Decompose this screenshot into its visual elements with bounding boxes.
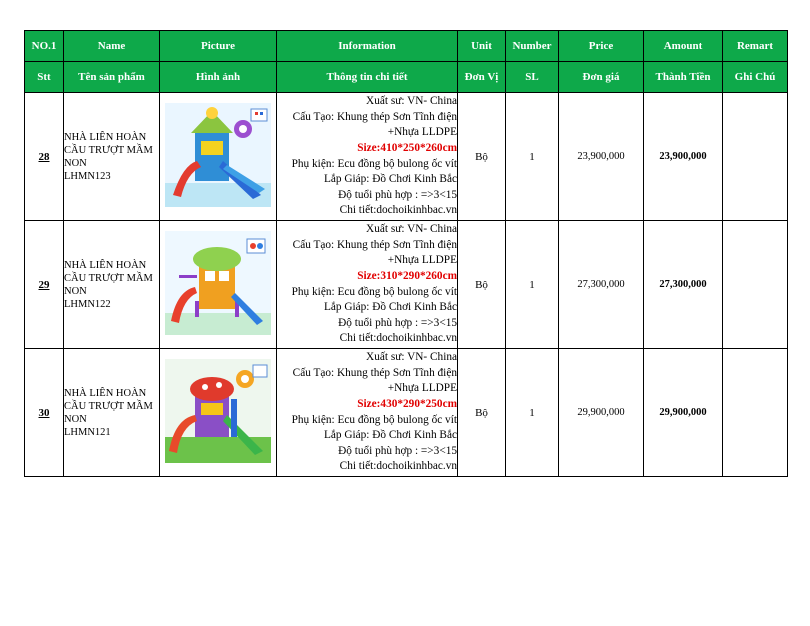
info-structure: Cấu Tạo: Khung thép Sơn Tĩnh điện [292, 238, 457, 251]
amount-cell: 27,300,000 [644, 221, 723, 349]
header-cell: Number [506, 31, 559, 62]
header-cell: Đơn giá [559, 62, 644, 93]
header-cell: Amount [644, 31, 723, 62]
header-cell: Information [277, 31, 458, 62]
price-cell: 27,300,000 [559, 221, 644, 349]
header-cell: Đơn Vị [458, 62, 506, 93]
header-cell: Thông tin chi tiết [277, 62, 458, 93]
info-detail: Chi tiết:dochoikinhbac.vn [339, 460, 457, 473]
info-origin: Xuất sư: VN- China [366, 95, 457, 108]
info-age: Độ tuổi phù hợp : =>3<15 [338, 188, 457, 201]
header-cell: Hình ảnh [160, 62, 277, 93]
info-accessory: Phụ kiện: Ecu đồng bộ bulong ốc vít [291, 413, 457, 426]
info-install: Lắp Giáp: Đồ Chơi Kinh Bắc [323, 429, 457, 442]
unit-cell: Bộ [458, 93, 506, 221]
header-cell: NO.1 [25, 31, 64, 62]
product-picture-cell [160, 221, 277, 349]
product-info-cell [277, 221, 458, 349]
info-structure: Cấu Tạo: Khung thép Sơn Tĩnh điện [292, 110, 457, 123]
header-cell: Tên sản phẩm [64, 62, 160, 93]
table-row [25, 93, 788, 221]
info-detail: Chi tiết:dochoikinhbac.vn [339, 332, 457, 345]
product-code: LHMN123 [64, 170, 111, 182]
product-picture-cell [160, 349, 277, 477]
info-accessory: Phụ kiện: Ecu đồng bộ bulong ốc vít [291, 285, 457, 298]
product-quote-table [24, 30, 788, 477]
header-cell: Picture [160, 31, 277, 62]
remark-cell [723, 349, 788, 477]
product-name: NHÀ LIÊN HOÀN CẦU TRƯỢT MẦM NON [64, 259, 153, 297]
header-row-english [25, 31, 788, 62]
table-row [25, 221, 788, 349]
product-name: NHÀ LIÊN HOÀN CẦU TRƯỢT MẦM NON [64, 387, 153, 425]
amount-cell: 23,900,000 [644, 93, 723, 221]
header-cell: Remart [723, 31, 788, 62]
info-size: Size:310*290*260cm [357, 269, 457, 282]
header-cell: Ghi Chú [723, 62, 788, 93]
header-cell: SL [506, 62, 559, 93]
product-picture-cell [160, 93, 277, 221]
row-number[interactable]: 30 [25, 349, 64, 477]
unit-cell: Bộ [458, 349, 506, 477]
header-row-vietnamese [25, 62, 788, 93]
quantity-cell: 1 [506, 349, 559, 477]
remark-cell [723, 221, 788, 349]
row-number[interactable]: 29 [25, 221, 64, 349]
product-name: NHÀ LIÊN HOÀN CẦU TRƯỢT MẦM NON [64, 131, 153, 169]
info-accessory: Phụ kiện: Ecu đồng bộ bulong ốc vít [291, 157, 457, 170]
info-origin: Xuất sư: VN- China [366, 223, 457, 236]
quantity-cell: 1 [506, 93, 559, 221]
amount-cell: 29,900,000 [644, 349, 723, 477]
info-age: Độ tuổi phù hợp : =>3<15 [338, 444, 457, 457]
product-code: LHMN121 [64, 426, 111, 438]
info-material: +Nhựa LLDPE [387, 382, 457, 395]
info-install: Lắp Giáp: Đồ Chơi Kinh Bắc [323, 301, 457, 314]
info-material: +Nhựa LLDPE [387, 126, 457, 139]
table-row [25, 349, 788, 477]
info-size: Size:430*290*250cm [357, 397, 457, 410]
header-cell: Name [64, 31, 160, 62]
quantity-cell: 1 [506, 221, 559, 349]
product-info-cell [277, 93, 458, 221]
row-number[interactable]: 28 [25, 93, 64, 221]
product-name-cell [64, 93, 160, 221]
product-name-cell [64, 221, 160, 349]
playground-slide-image [165, 231, 271, 335]
info-size: Size:410*250*260cm [357, 141, 457, 154]
unit-cell: Bộ [458, 221, 506, 349]
info-origin: Xuất sư: VN- China [366, 351, 457, 364]
info-age: Độ tuổi phù hợp : =>3<15 [338, 316, 457, 329]
info-material: +Nhựa LLDPE [387, 254, 457, 267]
header-cell: Price [559, 31, 644, 62]
header-cell: Unit [458, 31, 506, 62]
playground-slide-image [165, 359, 271, 463]
product-name-cell [64, 349, 160, 477]
price-cell: 23,900,000 [559, 93, 644, 221]
product-code: LHMN122 [64, 298, 111, 310]
playground-slide-image [165, 103, 271, 207]
header-cell: Stt [25, 62, 64, 93]
product-info-cell [277, 349, 458, 477]
header-cell: Thành Tiền [644, 62, 723, 93]
remark-cell [723, 93, 788, 221]
price-cell: 29,900,000 [559, 349, 644, 477]
info-structure: Cấu Tạo: Khung thép Sơn Tĩnh điện [292, 366, 457, 379]
info-install: Lắp Giáp: Đồ Chơi Kinh Bắc [323, 173, 457, 186]
info-detail: Chi tiết:dochoikinhbac.vn [339, 204, 457, 217]
